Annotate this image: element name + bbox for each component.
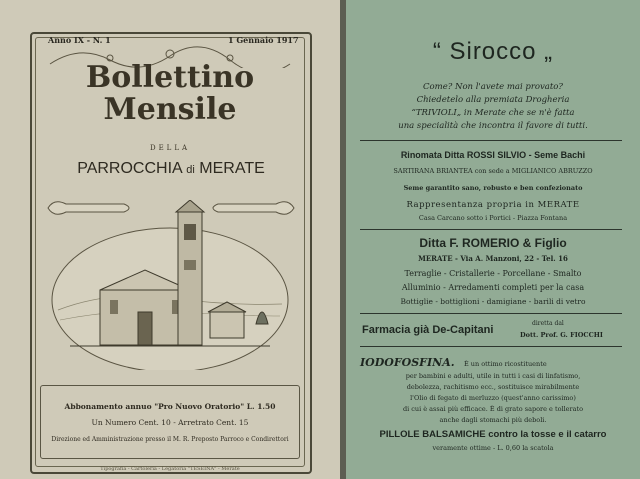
iodo-line-4: l'Olio di fegato di merluzzo (quest'anno carissimo) — [410, 394, 576, 402]
pillole-head: PILLOLE BALSAMICHE contro la tosse e il catarro — [379, 429, 607, 440]
sirocco-line-2: Chiedetelo alla premiata Drogheria — [416, 95, 570, 105]
direction-text: Direzione ed Amministrazione presso il M. R. Preposto Parroco e Condirettori — [51, 436, 289, 443]
farmacia-head: Farmacia già De-Capitani — [362, 324, 494, 336]
iodo-line-5: di cui è assai più efficace. È di grato sapore e tollerato — [402, 405, 584, 413]
iodo-line-3: debolezza, rachitismo ecc., sostituisce mirabilmente — [406, 383, 580, 391]
divider — [360, 140, 622, 141]
title-word-2: Mensile — [103, 92, 237, 127]
iodofosfina-head: IODOFOSFINA. — [360, 356, 455, 369]
rossi-line-5: Casa Carcano sotto i Portici - Piazza Fontana — [418, 214, 568, 222]
farmacia-directed: diretta dal — [532, 320, 564, 327]
issue-date: 1 Gennaio 1917 — [228, 35, 299, 45]
iodo-line-2: per bambini e adulti, utile in tutti i casi di linfatismo, — [405, 372, 581, 380]
parish-word-2: MERATE — [199, 160, 265, 177]
romerio-head: Ditta F. ROMERIO & Figlio — [419, 236, 567, 250]
pillole-price: veramente ottime - L. 0,60 la scatola — [432, 444, 554, 452]
printer-text: Tipografia - Cartoleria - Legatoria "TESEINA" - Merate — [100, 466, 240, 472]
iodo-line-1: È un ottimo ricostituente — [464, 360, 547, 368]
parish-word-1: PARROCCHIA — [77, 160, 182, 177]
issue-number: Anno IX - N. 1 — [48, 35, 111, 45]
sirocco-line-4: una specialità che incontra il favore di tutti. — [398, 121, 588, 131]
iodo-line-6: anche dagli stomachi più deboli. — [439, 416, 547, 424]
romerio-line-5: Bottiglie - bottiglioni - damigiane - barili di vetro — [400, 297, 586, 306]
parish-word-di: di — [186, 164, 195, 176]
farmacia-doctor: Dott. Prof. G. FIOCCHI — [520, 331, 603, 339]
church-illustration — [50, 200, 290, 370]
divider — [360, 313, 622, 314]
sirocco-line-1: Come? Non l'avete mai provato? — [423, 82, 563, 92]
divider — [360, 229, 622, 230]
rossi-line-4: Rappresentanza propria in MERATE — [406, 200, 580, 210]
rossi-head: Rinomata Ditta ROSSI SILVIO - Seme Bachi — [400, 150, 586, 160]
sirocco-line-3: “TRIVIOLI„ in Merate che se n'è fatta — [411, 108, 575, 118]
rossi-line-3: Seme garantito sano, robusto e ben confezionato — [403, 184, 583, 192]
sirocco-title: “ Sirocco „ — [432, 38, 554, 65]
parish-name — [40, 160, 302, 178]
advertisement-page — [346, 0, 640, 479]
divider — [360, 346, 622, 347]
romerio-line-2: MERATE - Via A. Manzoni, 22 - Tel. 16 — [418, 254, 568, 263]
title-word-1: Bollettino — [85, 60, 255, 95]
subscription-text: Abbonamento annuo "Pro Nuovo Oratorio" L. 1.50 — [64, 402, 276, 411]
romerio-line-3: Terraglie - Cristallerie - Porcellane - Smalto — [404, 269, 582, 278]
della-label: DELLA — [149, 144, 191, 152]
bulletin-title — [50, 62, 290, 126]
rossi-line-2: SARTIRANA BRIANTEA con sede a MIGLIANICO ABRUZZO — [393, 167, 593, 175]
price-text: Un Numero Cent. 10 - Arretrato Cent. 15 — [91, 418, 249, 427]
romerio-line-4: Alluminio - Arredamenti completi per la casa — [401, 283, 585, 292]
